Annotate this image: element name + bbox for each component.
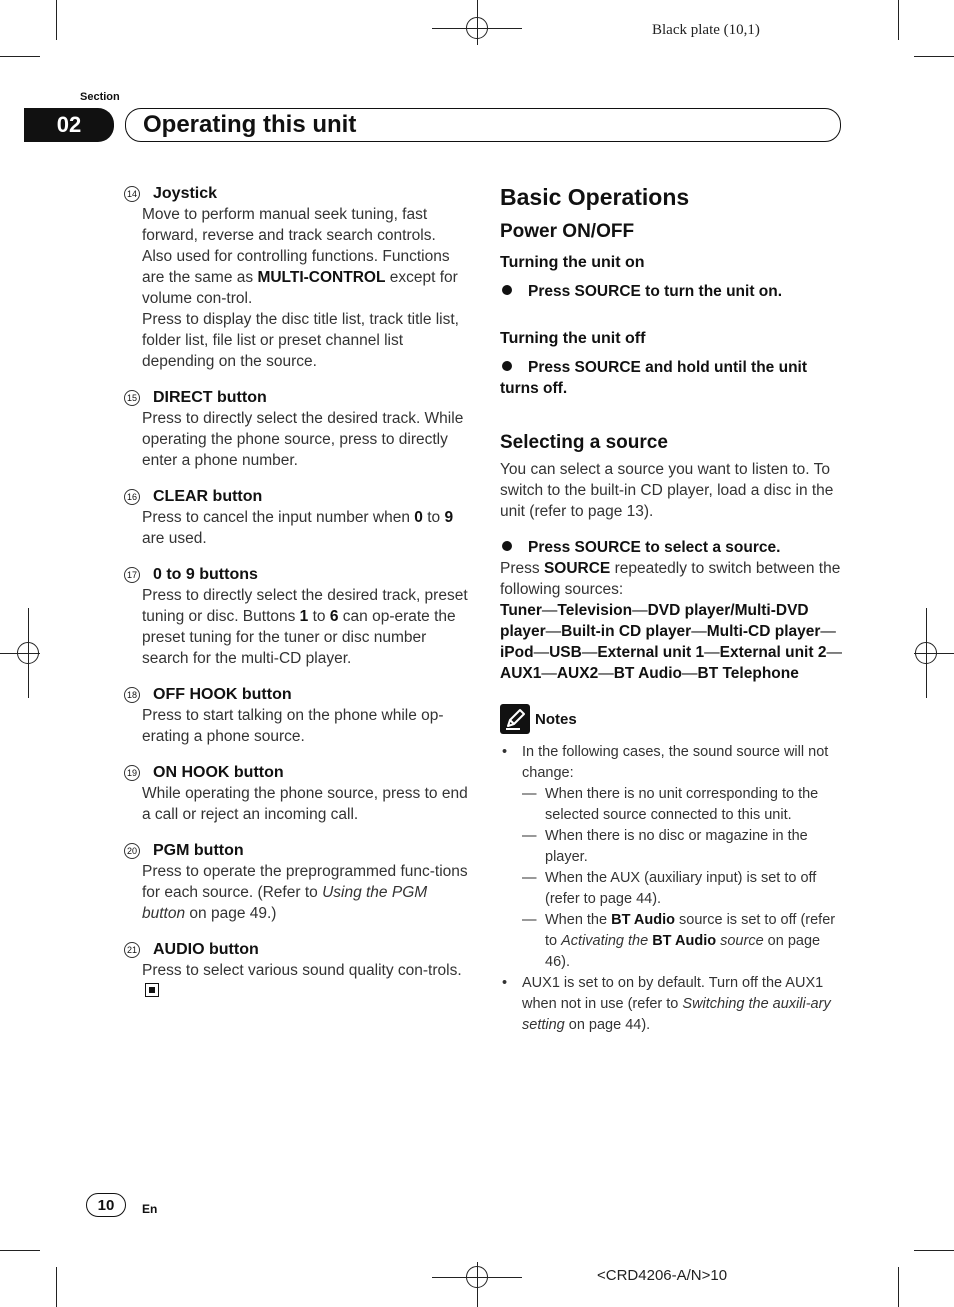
notes-label: Notes bbox=[535, 710, 577, 728]
note-subitem bbox=[500, 910, 845, 973]
note-bullet: • bbox=[502, 744, 508, 760]
text-run: except for volume con-trol. bbox=[142, 269, 458, 307]
item-number-badge: 20 bbox=[124, 843, 140, 859]
text-run: Activating the bbox=[561, 933, 653, 949]
bullet-dot-icon bbox=[502, 541, 512, 551]
text-run: Using the PGM button bbox=[142, 884, 428, 922]
item-number-badge: 16 bbox=[124, 489, 140, 505]
text-run: Press to display the disc title list, track title list, folder list, file list or preset channel list depending on the source. bbox=[142, 311, 459, 370]
text-run: When there is no disc or magazine in the player. bbox=[545, 828, 808, 865]
control-item-title bbox=[124, 486, 469, 507]
control-item-description bbox=[124, 309, 469, 372]
control-item-description bbox=[124, 960, 469, 1002]
basic-operations-column bbox=[500, 182, 845, 1036]
source-separator: — bbox=[541, 602, 558, 619]
source-name: DVD player/Multi-DVD player bbox=[500, 602, 809, 640]
source-name: Television bbox=[557, 602, 633, 619]
text-run: Move to perform manual seek tuning, fast forward, reverse and track search controls. Also used for controlling functions. Functions are the same as bbox=[142, 206, 450, 286]
source-separator: — bbox=[581, 644, 598, 661]
text-run: Press bbox=[500, 560, 544, 577]
source-separator: — bbox=[632, 602, 648, 619]
source-name: External unit 1 bbox=[597, 644, 705, 661]
control-item-description bbox=[124, 204, 469, 309]
source-separator: — bbox=[533, 644, 550, 661]
control-item-name: 0 to 9 buttons bbox=[153, 566, 258, 583]
text-run: 0 bbox=[414, 509, 423, 526]
page-title: Operating this unit bbox=[143, 111, 357, 138]
source-separator: — bbox=[704, 644, 720, 661]
text-run: to bbox=[308, 608, 330, 625]
source-separator: — bbox=[820, 623, 836, 640]
page-title-bar bbox=[125, 108, 841, 142]
text-run: 6 bbox=[329, 608, 339, 625]
item-number-badge: 14 bbox=[124, 186, 140, 202]
note-sub-bullet: — bbox=[522, 786, 537, 802]
source-name: BT Telephone bbox=[697, 665, 799, 682]
control-item-title bbox=[124, 387, 469, 408]
text-run: When the AUX (auxiliary input) is set to off (refer to page 44). bbox=[545, 870, 817, 907]
control-item bbox=[124, 486, 469, 549]
control-item-title bbox=[124, 684, 469, 705]
control-item-name: ON HOOK button bbox=[153, 764, 284, 781]
select-source-step bbox=[500, 537, 845, 558]
text-run: In the following cases, the sound source will not change: bbox=[522, 744, 829, 781]
source-name: USB bbox=[549, 644, 582, 661]
source-separator: — bbox=[541, 665, 557, 682]
item-number-badge: 21 bbox=[124, 942, 140, 958]
plate-label: Black plate (10,1) bbox=[652, 22, 760, 38]
control-item bbox=[124, 939, 469, 1002]
source-name: AUX2 bbox=[556, 665, 599, 682]
control-item-title bbox=[124, 762, 469, 783]
text-run: Press to select various sound quality con-trols. bbox=[142, 962, 462, 979]
item-number-badge: 19 bbox=[124, 765, 140, 781]
select-source-description bbox=[500, 558, 845, 600]
source-name: AUX1 bbox=[500, 665, 542, 682]
item-number-badge: 17 bbox=[124, 567, 140, 583]
text-run: When the bbox=[545, 912, 612, 928]
note-sub-bullet: — bbox=[522, 828, 537, 844]
source-separator: — bbox=[682, 665, 698, 682]
section-number-badge: 02 bbox=[24, 108, 114, 142]
source-name: External unit 2 bbox=[719, 644, 827, 661]
control-item bbox=[124, 183, 469, 372]
control-item-name: Joystick bbox=[153, 185, 218, 202]
select-source-heading: Selecting a source bbox=[500, 432, 668, 453]
text-run: to bbox=[422, 509, 445, 526]
control-item-name: DIRECT button bbox=[153, 389, 267, 406]
bullet-dot-icon bbox=[502, 285, 512, 295]
source-name: Built-in CD player bbox=[561, 623, 692, 640]
notes-header bbox=[500, 704, 845, 734]
control-item-title bbox=[124, 939, 469, 960]
text-run: source is set to off (refer to bbox=[545, 912, 836, 949]
end-mark-icon bbox=[145, 983, 159, 997]
text-run: MULTI-CONTROL bbox=[257, 269, 386, 286]
control-item-description bbox=[124, 507, 469, 549]
text-run: AUX1 is set to on by default. Turn off the AUX1 when not in use (refer to bbox=[522, 975, 824, 1012]
turn-off-step bbox=[500, 357, 845, 399]
turn-off-step-text: Press SOURCE and hold until the unit turns off. bbox=[500, 359, 808, 397]
bullet-dot-icon bbox=[502, 361, 512, 371]
source-separator: — bbox=[691, 623, 707, 640]
control-item-description bbox=[124, 783, 469, 825]
note-item bbox=[500, 973, 845, 1036]
select-source-intro: You can select a source you want to listen to. To switch to the built-in CD player, load a disc in the unit (refer to page 13). bbox=[500, 461, 834, 520]
control-item-name: AUDIO button bbox=[153, 941, 259, 958]
text-run: repeatedly to switch between the following sources: bbox=[500, 560, 841, 598]
source-name: BT Audio bbox=[613, 665, 683, 682]
turn-on-step-text: Press SOURCE to turn the unit on. bbox=[528, 283, 783, 300]
source-separator: — bbox=[826, 644, 842, 661]
language-label: En bbox=[142, 1202, 158, 1216]
notes-list bbox=[500, 742, 845, 1036]
basic-operations-heading: Basic Operations bbox=[500, 184, 690, 210]
text-run: While operating the phone source, press to end a call or reject an incoming call. bbox=[142, 785, 468, 823]
turn-on-step bbox=[500, 281, 845, 302]
note-sub-bullet: — bbox=[522, 870, 537, 886]
turn-on-heading: Turning the unit on bbox=[500, 254, 645, 271]
text-run: on page 44). bbox=[564, 1017, 651, 1033]
text-run: are used. bbox=[142, 530, 207, 547]
text-run: Switching the auxili-ary setting bbox=[522, 996, 831, 1033]
text-run: Press to start talking on the phone while op-erating a phone source. bbox=[142, 707, 444, 745]
text-run: on page 46). bbox=[545, 933, 821, 970]
text-run: Press to cancel the input number when bbox=[142, 509, 415, 526]
source-name: Multi-CD player bbox=[706, 623, 821, 640]
source-separator: — bbox=[598, 665, 614, 682]
note-item bbox=[500, 742, 845, 784]
text-run: Press to operate the preprogrammed func-tions for each source. (Refer to bbox=[142, 863, 468, 901]
power-heading: Power ON/OFF bbox=[500, 221, 635, 242]
control-item-title bbox=[124, 840, 469, 861]
text-run: When there is no unit corresponding to the selected source connected to this unit. bbox=[545, 786, 819, 823]
control-item-description bbox=[124, 408, 469, 471]
pencil-note-icon bbox=[500, 704, 530, 734]
control-item bbox=[124, 762, 469, 825]
item-number-badge: 18 bbox=[124, 687, 140, 703]
text-run: BT Audio bbox=[611, 912, 675, 928]
control-item-name: CLEAR button bbox=[153, 488, 263, 505]
text-run: on page 49.) bbox=[185, 905, 277, 922]
note-sub-bullet: — bbox=[522, 912, 537, 928]
source-separator: — bbox=[545, 623, 562, 640]
text-run: 9 bbox=[444, 509, 454, 526]
note-subitem bbox=[500, 826, 845, 868]
control-item-description bbox=[124, 861, 469, 924]
source-name: Tuner bbox=[500, 602, 542, 619]
text-run: BT Audio bbox=[652, 933, 717, 949]
text-run: 1 bbox=[299, 608, 309, 625]
text-run: can op-erate the preset tuning for the tuner or disc number search for the multi-CD player. bbox=[142, 608, 456, 667]
page-number: 10 bbox=[86, 1193, 126, 1217]
note-subitem bbox=[500, 784, 845, 826]
document-code: <CRD4206-A/N>10 bbox=[597, 1267, 728, 1284]
text-run: source bbox=[716, 933, 764, 949]
item-number-badge: 15 bbox=[124, 390, 140, 406]
text-run: Press to directly select the desired track. While operating the phone source, press to directly enter a phone number. bbox=[142, 410, 464, 469]
source-name: iPod bbox=[500, 644, 534, 661]
select-source-step-text: Press SOURCE to select a source. bbox=[528, 539, 781, 556]
text-run: Press to directly select the desired track, preset tuning or disc. Buttons bbox=[142, 587, 468, 625]
control-item bbox=[124, 840, 469, 924]
note-subitem bbox=[500, 868, 845, 910]
control-item bbox=[124, 684, 469, 747]
turn-off-heading: Turning the unit off bbox=[500, 330, 646, 347]
control-item-title bbox=[124, 564, 469, 585]
source-sequence bbox=[500, 600, 845, 684]
section-label: Section bbox=[80, 91, 120, 103]
control-item bbox=[124, 564, 469, 669]
control-item-title bbox=[124, 183, 469, 204]
control-item-name: OFF HOOK button bbox=[153, 686, 292, 703]
note-bullet: • bbox=[502, 975, 508, 991]
text-run: SOURCE bbox=[543, 560, 611, 577]
control-item-description bbox=[124, 705, 469, 747]
control-item-name: PGM button bbox=[153, 842, 244, 859]
control-item bbox=[124, 387, 469, 471]
control-item-description bbox=[124, 585, 469, 669]
control-descriptions bbox=[124, 183, 469, 1017]
